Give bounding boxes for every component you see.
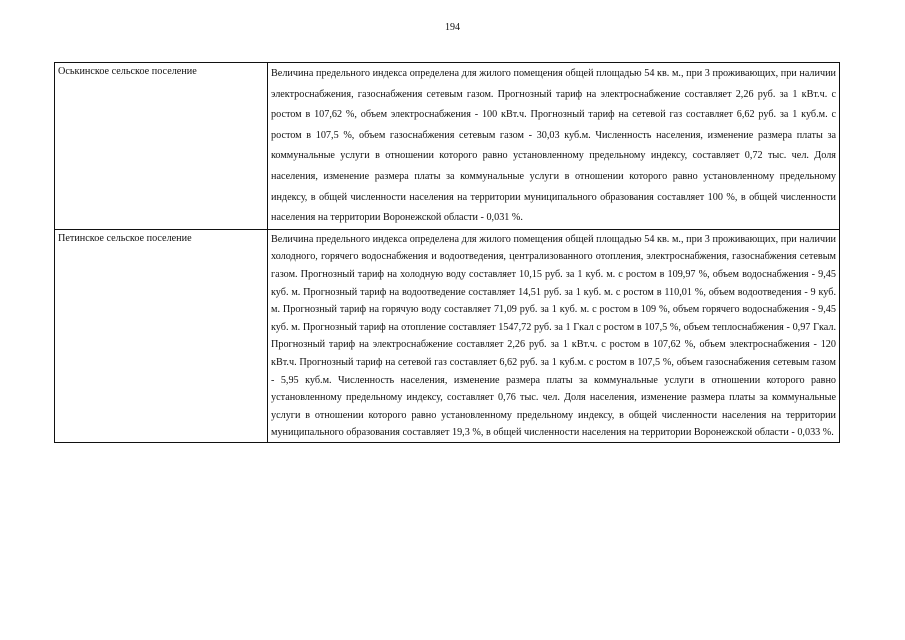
page-number: 194 [445, 22, 460, 33]
table-row [55, 63, 840, 230]
settlement-name-cell: Оськинское сельское поселение [55, 63, 268, 230]
table-row [55, 229, 840, 442]
settlements-table [54, 62, 840, 443]
settlement-description-cell: Величина предельного индекса определена для жилого помещения общей площадью 54 кв. м., при 3 проживающих, при наличии холодного, горячего водоснабжения и водоотведения, централизованного отопления, электроснабжения, газоснабжения сетевым газом. Прогнозный тариф на холодную воду составляет 10,15 руб. за 1 куб. м. с ростом в 109,97 %, объем водоснабжения - 9,45 куб. м. Прогнозный тариф на водоотведение составляет 14,51 руб. за 1 куб. м. с ростом в 110,01 %, объем водоотведения - 9 куб. м. Прогнозный тариф на горячую воду составляет 71,09 руб. за 1 куб. м. с ростом в 109 %, объем горячего водоснабжения - 9,45 куб. м. Прогнозный тариф на отопление составляет 1547,72 руб. за 1 Гкал с ростом в 107,5 %, объем теплоснабжения - 0,97 Гкал. Прогнозный тариф на электроснабжение составляет 2,26 руб. за 1 кВт.ч. с ростом в 107,62 %, объем электроснабжения - 120 кВт.ч. Прогнозный тариф на сетевой газ составляет 6,62 руб. за 1 куб.м. с ростом в 107,5 %, объем газоснабжения сетевым газом - 5,95 куб.м. Численность населения, изменение размера платы за коммунальные услуги в отношении которого равно установленному предельному индексу, составляет 0,76 тыс. чел. Доля населения, изменение размера платы за коммунальные услуги в отношении которого равно установленному предельному индексу, в общей численности населения на территории муниципального образования составляет 19,3 %, в общей численности населения на территории Воронежской области - 0,033 %. [268, 229, 840, 442]
settlement-name-cell: Петинское сельское поселение [55, 229, 268, 442]
settlement-description-cell: Величина предельного индекса определена для жилого помещения общей площадью 54 кв. м., при 3 проживающих, при наличии электроснабжения, газоснабжения сетевым газом. Прогнозный тариф на электроснабжение составляет 2,26 руб. за 1 кВт.ч. с ростом в 107,62 %, объем электроснабжения - 100 кВт.ч. Прогнозный тариф на сетевой газ составляет 6,62 руб. за 1 куб.м. с ростом в 107,5 %, объем газоснабжения сетевым газом - 30,03 куб.м. Численность населения, изменение размера платы за коммунальные услуги в отношении которого равно установленному предельному индексу, составляет 0,72 тыс. чел. Доля населения, изменение размера платы за коммунальные услуги в отношении которого равно установленному предельному индексу, в общей численности населения на территории муниципального образования составляет 100 %, в общей численности населения на территории Воронежской области - 0,031 %. [268, 63, 840, 230]
